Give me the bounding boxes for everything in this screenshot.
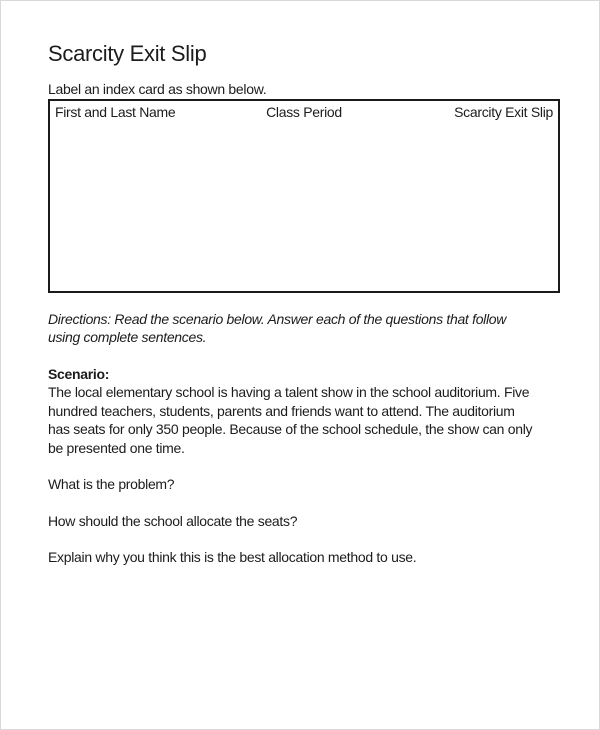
question-explain: Explain why you think this is the best allocation method to use. [48,549,417,565]
instruction-text: Label an index card as shown below. [48,81,267,97]
scenario-line-2: hundred teachers, students, parents and friends want to attend. The auditorium [48,402,515,419]
card-title-label: Scarcity Exit Slip [454,103,553,120]
directions-line-1: Directions: Read the scenario below. Answer each of the questions that follow [48,310,507,327]
page-title: Scarcity Exit Slip [48,41,207,66]
scenario-line-4: be presented one time. [48,439,185,456]
card-period-label: Class Period [266,103,342,120]
card-name-label: First and Last Name [55,103,176,120]
index-card-header [50,101,558,122]
directions-line-2: using complete sentences. [48,329,207,345]
scenario-line-3: has seats for only 350 people. Because of the school schedule, the show can only [48,421,533,437]
page-content [1,42,599,567]
index-card-box [48,99,560,293]
question-problem: What is the problem? [48,476,175,492]
question-allocation: How should the school allocate the seats? [48,512,298,529]
scenario-line-1: The local elementary school is having a talent show in the school auditorium. Five [48,384,530,400]
scenario-heading: Scenario: [48,365,110,382]
directions-text [48,310,559,347]
scenario-text [48,383,559,457]
card-blank-area [50,121,558,271]
